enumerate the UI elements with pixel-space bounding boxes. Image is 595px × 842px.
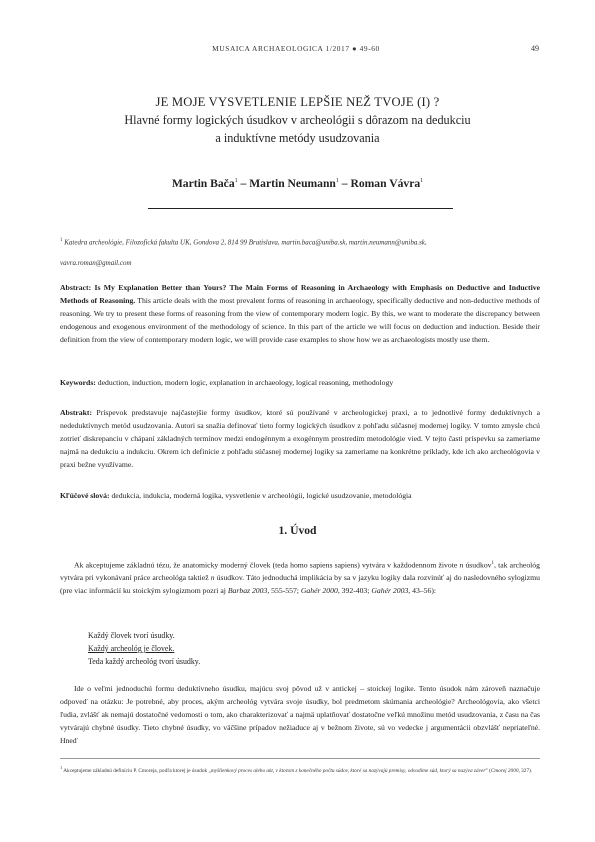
body-paragraph-1 bbox=[60, 558, 540, 598]
article-subtitle-line2: a induktívne metódy usudzovania bbox=[215, 131, 380, 145]
keywords-text: deduction, induction, modern logic, explanation in archaeology, logical reasoning, methodology bbox=[95, 378, 394, 387]
footnote-ref[interactable]: 1 bbox=[491, 561, 495, 566]
syllogism-premise-1: Každý človek tvorí úsudky. bbox=[88, 631, 175, 640]
affiliation-mark: 1 bbox=[335, 178, 339, 185]
text-run-italic: myšlienkový proces alebo akt, v ktorom z konečného počtu súdov, ktoré sa nazývajú premisy, odvodíme súd, ktorý sa nazýva záver bbox=[210, 767, 486, 774]
affiliation-mark: 1 bbox=[60, 238, 63, 243]
abstract-slovak bbox=[60, 407, 540, 472]
text-run: úsudkov. Táto jednoduchá implikácia by sa v jazyku logiky dala rozvinúť aj do nasledovného sylogizmu (pre viac informácií ku stoickým sylogizmom pozri aj bbox=[60, 573, 540, 596]
body-paragraph-2: Ide o veľmi jednoduchú formu deduktívneho úsudku, majúcu svoj pôvod už v antickej – stoickej logike. Tento úsudok nám zároveň naznačuje odpoveď na otázku: Je potrebné, aby proces, akým archeológ vytvára svoje úsudky, bol predmetom skúmania archeológie? Archeológovia, ako všetci ľudia, zvlášť ak nemajú dostatočné vedomosti o tom, ako charakterizovať a najmä uplatňovať dostatočne veľkú množinu metód usudzovania, z času na čas vytvárajú chybné úsudky. Tieto chybné úsudky, vo väčšine prípadov nežiaduce aj v bežnom živote, sú vo vedecke j argumentácii obzvlášť nepriateľné. Hneď bbox=[60, 684, 540, 745]
author-separator: – bbox=[237, 177, 250, 190]
text-run: , 327). bbox=[518, 767, 533, 774]
footnote-mark: 1 bbox=[60, 765, 63, 770]
citation: Cmorej 2000 bbox=[490, 767, 519, 774]
klucove-slova-text: dedukcia, indukcia, moderná logika, vysvetlenie v archeológii, logické usudzovanie, metodológia bbox=[109, 491, 412, 500]
author-name: Martin Neumann bbox=[249, 177, 336, 190]
text-run: Ak akceptujeme základnú tézu, že anatomicky moderný človek (teda homo sapiens sapiens) vytvára v každodennom živote bbox=[74, 560, 460, 570]
syllogism-premise-2: Každý archeológ je človek. bbox=[88, 644, 175, 653]
title-block bbox=[60, 94, 535, 147]
keywords-slovak bbox=[60, 490, 540, 503]
text-run: ” ( bbox=[485, 767, 491, 774]
page-number: 49 bbox=[531, 44, 539, 53]
text-run: , tak archeológ vytvára pri vykonávaní práce archeológa taktiež bbox=[60, 560, 540, 583]
running-head: MUSAICA ARCHAEOLOGICA 1/2017 ● 49-60 bbox=[212, 44, 380, 53]
abstrakt-label: Abstrakt: bbox=[60, 408, 93, 417]
citation: Barbaz 2003 bbox=[227, 586, 268, 596]
text-run-italic: n bbox=[459, 560, 464, 570]
syllogism-conclusion: Teda každý archeológ tvorí úsudky. bbox=[88, 657, 201, 666]
abstract-text: This article deals with the most prevalent forms of reasoning in archaeology, specifically deductive and non-deductive methods of reasoning. We try to present these forms of reasoning from the view of contemporary modern logic. By this, we want to moderate the discrepancy between endogenous and exogenous environment of the methodology of science. In this part of the article we will focus on deduction and induction. Beside their definition from the view of contemporary modern logic, we will provide case examples to show how we as archaeologists mostly use them. bbox=[60, 295, 540, 344]
author-name: Martin Bača bbox=[171, 177, 235, 190]
text-run: úsudkov bbox=[463, 560, 492, 570]
syllogism bbox=[88, 629, 200, 668]
affiliation-line1: Katedra archeológie, Filozofická fakulta UK, Gondova 2, 814 99 Bratislava, martin.baca@uniba.sk, martin.neumann@uniba.sk, bbox=[64, 238, 427, 247]
keywords-label: Keywords: bbox=[60, 378, 96, 387]
author-list bbox=[60, 177, 535, 190]
affiliation-mark: 1 bbox=[420, 178, 424, 185]
citation: Gahér 2003 bbox=[371, 586, 409, 596]
footnote bbox=[60, 764, 540, 775]
keywords-english bbox=[60, 377, 540, 390]
text-run: , 555-557; bbox=[267, 586, 301, 596]
text-run: , 43–56): bbox=[408, 586, 437, 596]
klucove-slova-label: Kľúčové slová: bbox=[60, 491, 110, 500]
author-separator: – bbox=[338, 177, 351, 190]
abstract-english bbox=[60, 282, 540, 347]
author-name: Roman Vávra bbox=[350, 177, 421, 190]
footnote-divider bbox=[60, 758, 540, 759]
text-run-italic: n bbox=[210, 573, 215, 583]
affiliation-line2: vavra.roman@gmail.com bbox=[60, 259, 132, 268]
article-title: JE MOJE VYSVETLENIE LEPŠIE NEŽ TVOJE (I) ? bbox=[155, 95, 440, 109]
title-divider bbox=[148, 208, 453, 209]
abstrakt-text: Príspevok predstavuje najčastejšie formy úsudkov, ktoré sú používané v archeologickej praxi, a to jednotlivé formy deduktívnych a nededuktívnych metód usudzovania. Autori sa snažia definovať tieto formy logických úsudkov z pohľadu súčasnej modernej logiky. V tomto zmysle chcú zotrieť diskrepanciu v chápaní základných termínov medzi endogénnym a exogénnym prostredím metodológie vied. V tejto časti príspevku sa zameriame najmä na dedukciu a indukciu. Okrem ich definície z pohľadu súčasnej modernej logiky sa zameriame na konkrétne príklady, kde ich ako archeológovia v praxi bežne využívame. bbox=[60, 408, 540, 469]
section-heading: 1. Úvod bbox=[278, 524, 317, 537]
citation: Gahér 2000 bbox=[300, 586, 338, 596]
article-subtitle-line1: Hlavné formy logických úsudkov v archeológii s dôrazom na dedukciu bbox=[124, 113, 471, 127]
text-run: Akceptujeme základnú definíciu P. Cmoreja, podľa ktorej je úsudok „ bbox=[62, 767, 211, 774]
text-run: , 392-403; bbox=[337, 586, 372, 596]
affiliation bbox=[60, 230, 540, 274]
affiliation-mark: 1 bbox=[234, 178, 238, 185]
abstract-label: Abstract: Is My Explanation Better than Yours? The Main Forms of Reasoning in Archaeology with Emphasis on Deductive and Inductive Methods of Reasoning. bbox=[60, 283, 540, 305]
